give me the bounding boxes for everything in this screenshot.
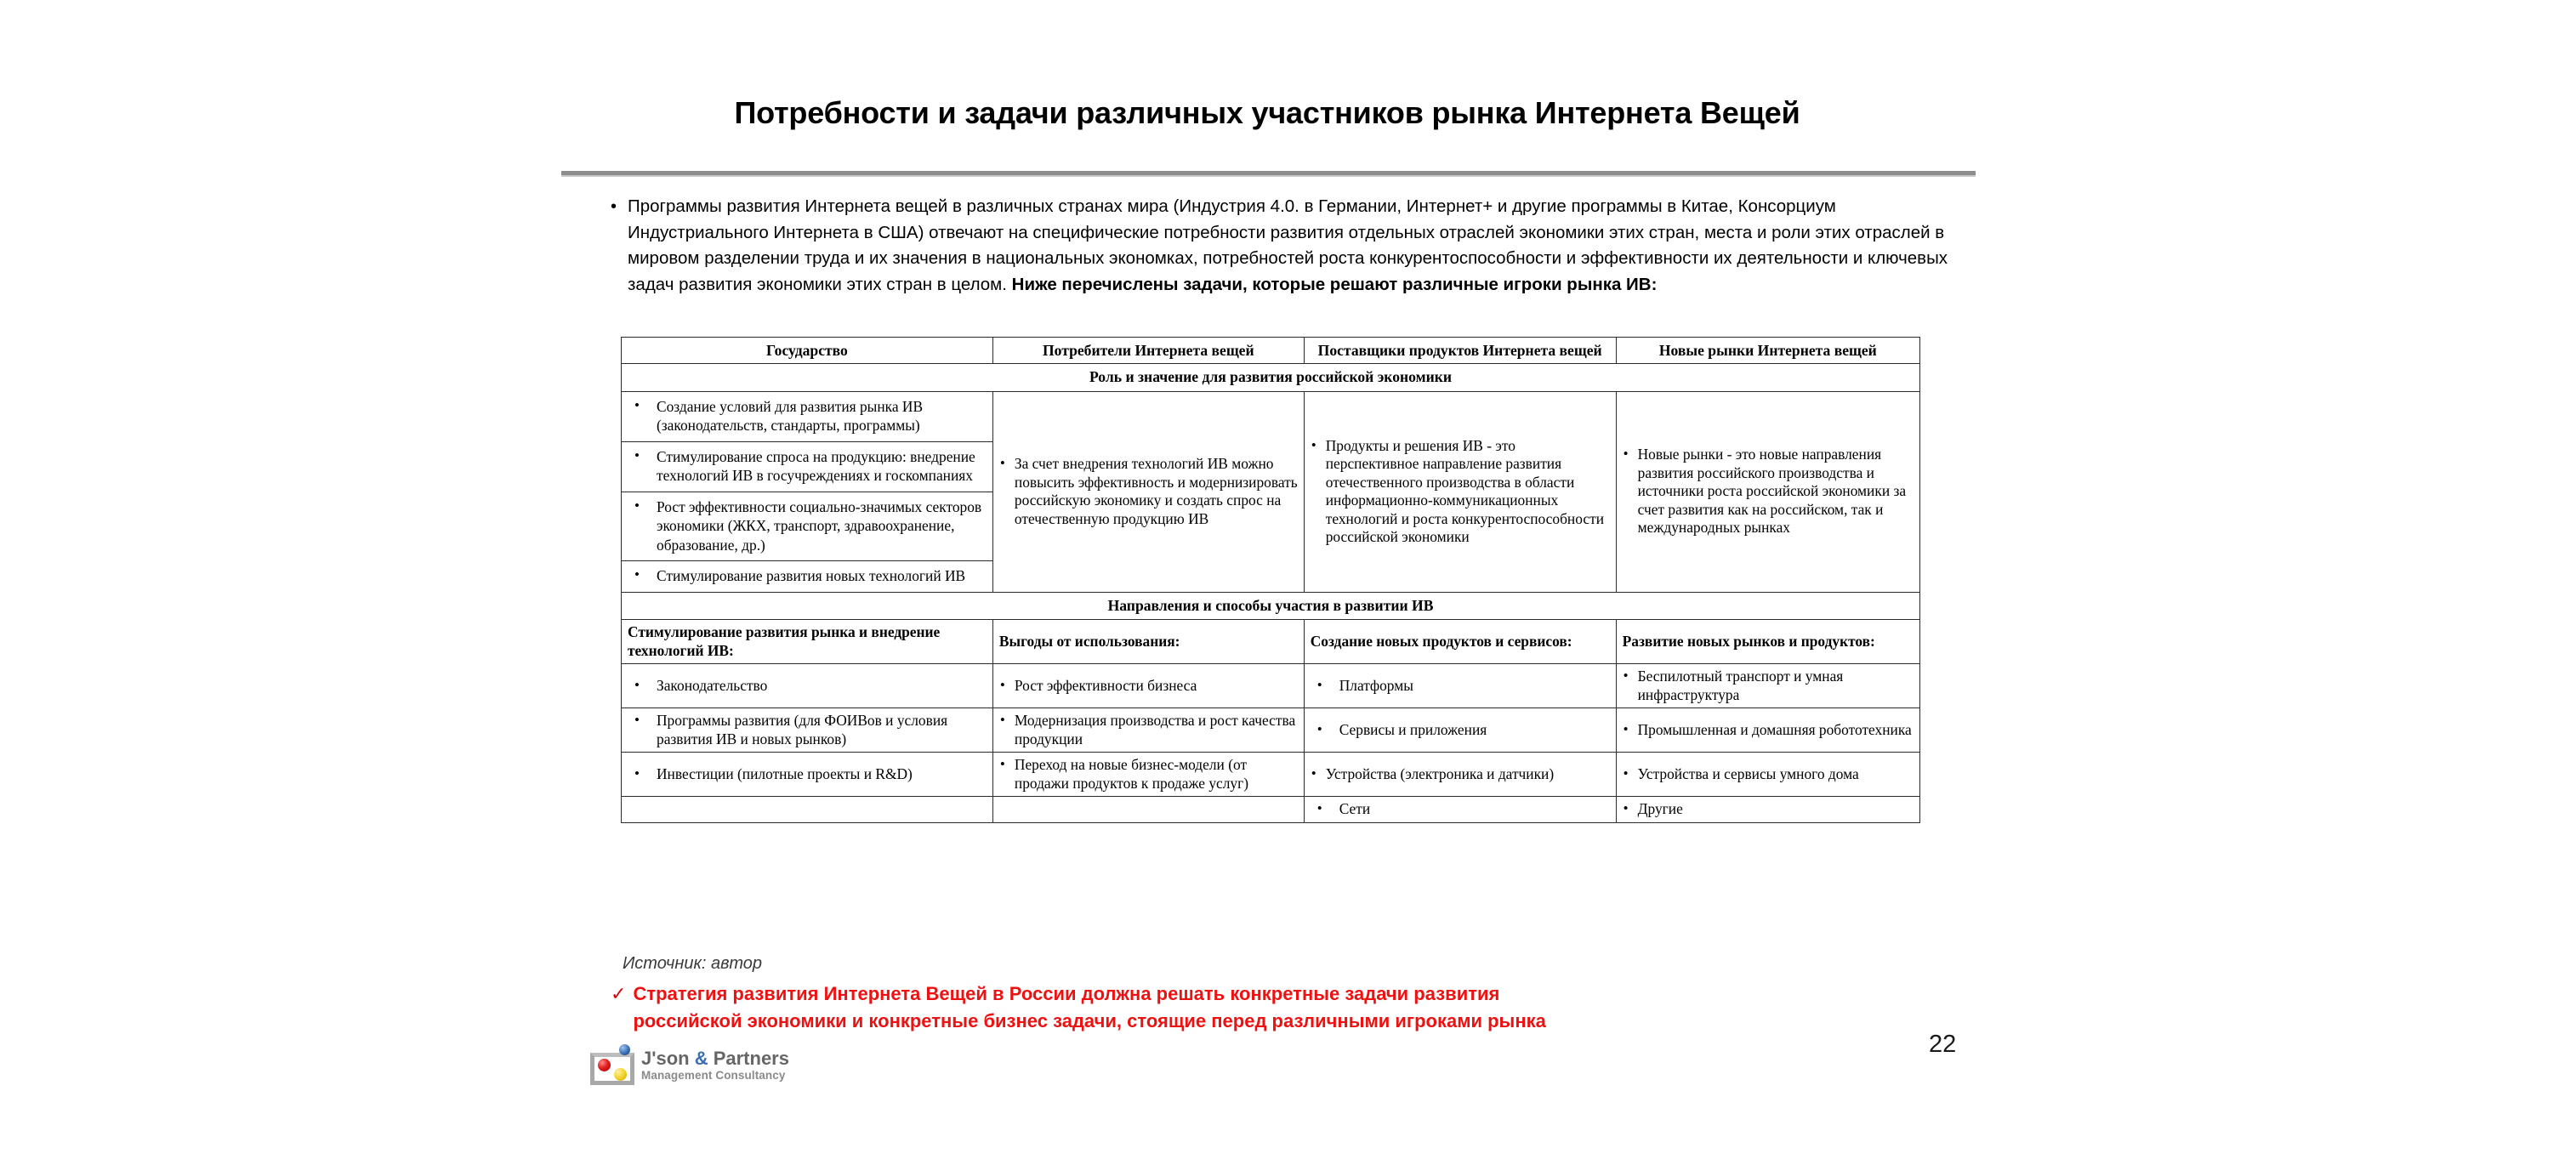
title-divider	[561, 171, 1976, 177]
intro-paragraph	[611, 194, 1959, 298]
new-products-item-text: • Сети	[1311, 800, 1610, 819]
table-row	[622, 753, 1920, 797]
column-header-consumers: Потребители Интернета вещей	[992, 338, 1304, 364]
logo-company-name	[641, 1048, 789, 1069]
table-row	[622, 708, 1920, 753]
table-header-row	[622, 338, 1920, 364]
section-role-content-row	[622, 391, 1920, 592]
subheader-new-markets: Развитие новых рынков и продуктов:	[1616, 620, 1919, 664]
logo-name-part2: Partners	[708, 1048, 789, 1069]
stimulation-cell	[622, 708, 993, 753]
table-row	[622, 561, 992, 592]
column-header-state: Государство	[622, 338, 993, 364]
stimulation-cell	[622, 664, 993, 708]
new-markets-role-cell	[1616, 391, 1919, 592]
logo-red-sphere-icon	[598, 1059, 611, 1071]
state-role-item	[622, 561, 992, 592]
intro-text	[628, 194, 1959, 298]
benefits-cell-empty	[992, 797, 1304, 823]
section-header-participation-label: Направления и способы участия в развитии ИВ	[622, 592, 1920, 620]
stimulation-cell-empty	[622, 797, 993, 823]
table-row	[622, 392, 992, 442]
logo-bracket-shape	[590, 1053, 634, 1085]
state-role-item-text: • Создание условий для развития рынка ИВ (законодательств, стандарты, программы)	[628, 397, 987, 435]
logo-yellow-sphere-icon	[614, 1068, 627, 1081]
state-role-item	[622, 392, 992, 442]
new-products-cell	[1304, 797, 1616, 823]
suppliers-role-cell	[1304, 391, 1616, 592]
suppliers-role-text: • Продукты и решения ИВ - это перспективное направление развития отечественного производства в области информационно-коммуникационных технологий и роста конкурентоспособности российской экономики	[1311, 437, 1610, 547]
benefits-item-text: • Рост эффективности бизнеса	[999, 677, 1298, 696]
intro-text-bold: Ниже перечислены задачи, которые решают различные игроки рынка ИВ:	[1011, 274, 1658, 294]
new-markets-cell	[1616, 708, 1919, 753]
table-row	[622, 441, 992, 492]
logo-mark-icon	[589, 1049, 636, 1087]
benefits-cell	[992, 708, 1304, 753]
new-markets-item-text: • Другие	[1623, 800, 1914, 819]
stimulation-item-text: • Инвестиции (пилотные проекты и R&D)	[628, 765, 987, 784]
section-participation-subheader-row	[622, 620, 1920, 664]
column-header-new-markets: Новые рынки Интернета вещей	[1616, 338, 1919, 364]
new-markets-cell	[1616, 753, 1919, 797]
consumers-role-cell	[992, 391, 1304, 592]
table-row	[622, 664, 1920, 708]
state-role-item-text: • Рост эффективности социально-значимых секторов экономики (ЖКХ, транспорт, здравоохранение, образование, др.)	[628, 497, 987, 555]
benefits-item-text: • Переход на новые бизнес-модели (от продажи продуктов к продаже услуг)	[999, 756, 1298, 793]
state-role-item	[622, 492, 992, 561]
section-header-participation	[622, 592, 1920, 620]
new-products-item-text: • Платформы	[1311, 677, 1610, 696]
stimulation-item-text: • Законодательство	[628, 677, 987, 696]
state-role-cell	[622, 391, 993, 592]
new-products-item-text: • Сервисы и приложения	[1311, 721, 1610, 740]
new-products-cell	[1304, 753, 1616, 797]
subheader-benefits: Выгоды от использования:	[992, 620, 1304, 664]
benefits-cell	[992, 664, 1304, 708]
conclusion-line-1: Стратегия развития Интернета Вещей в России должна решать конкретные задачи развития	[633, 983, 1500, 1004]
benefits-cell	[992, 753, 1304, 797]
logo-tagline: Management Consultancy	[641, 1069, 786, 1082]
conclusion-text	[633, 980, 1545, 1035]
conclusion-line-2: российской экономики и конкретные бизнес задачи, стоящие перед различными игроками рынка	[633, 1010, 1546, 1031]
section-header-role	[622, 364, 1920, 392]
table-row	[622, 492, 992, 561]
stimulation-cell	[622, 753, 993, 797]
company-logo	[589, 1048, 835, 1092]
new-products-item-text: • Устройства (электроника и датчики)	[1311, 765, 1610, 784]
new-markets-item-text: • Промышленная и домашняя робототехника	[1623, 721, 1914, 740]
new-markets-item-text: • Беспилотный транспорт и умная инфраструктура	[1623, 668, 1914, 704]
source-note: Источник: автор	[623, 954, 763, 973]
state-role-item-text: • Стимулирование развития новых технологий ИВ	[628, 566, 987, 586]
new-markets-cell	[1616, 797, 1919, 823]
logo-ampersand: &	[694, 1048, 708, 1069]
subheader-stimulation: Стимулирование развития рынка и внедрение технологий ИВ:	[622, 620, 993, 664]
benefits-item-text: • Модернизация производства и рост качества продукции	[999, 712, 1298, 748]
table-row	[622, 797, 1920, 823]
subheader-new-products: Создание новых продуктов и сервисов:	[1304, 620, 1616, 664]
new-markets-role-text: • Новые рынки - это новые направления развития российского производства и источники роста российской экономики за счет развития как на российском, так и международных рынках	[1623, 446, 1914, 537]
new-products-cell	[1304, 708, 1616, 753]
section-header-role-label: Роль и значение для развития российской экономики	[622, 364, 1920, 392]
state-role-item	[622, 441, 992, 492]
logo-blue-sphere-icon	[619, 1044, 630, 1055]
state-role-subtable	[622, 392, 992, 592]
new-markets-item-text: • Устройства и сервисы умного дома	[1623, 765, 1914, 784]
column-header-suppliers: Поставщики продуктов Интернета вещей	[1304, 338, 1616, 364]
stimulation-item-text: • Программы развития (для ФОИВов и условия развития ИВ и новых рынков)	[628, 712, 987, 748]
consumers-role-text: • За счет внедрения технологий ИВ можно повысить эффективность и модернизировать российскую экономику и создать спрос на отечественную продукцию ИВ	[999, 455, 1298, 528]
logo-wordmark	[641, 1048, 789, 1083]
page-title: Потребности и задачи различных участников рынка Интернета Вещей	[734, 95, 1800, 130]
new-markets-cell	[1616, 664, 1919, 708]
intro-text-regular: Программы развития Интернета вещей в различных странах мира (Индустрия 4.0. в Германии, Интернет+ и другие программы в Китае, Консорциум Индустриального Интернета в США) отвечают на специфические потребности развития отдельных отраслей экономики этих стран, места и роли этих отраслей в мировом разделении труда и их значения в национальных экономках, потребностей роста конкурентоспособности и эффективности их деятельности и ключевых задач развития экономики этих стран в целом.	[628, 196, 1948, 294]
logo-name-part1: J'son	[641, 1048, 695, 1069]
check-icon: ✓	[611, 983, 627, 1004]
new-products-cell	[1304, 664, 1616, 708]
state-role-item-text: • Стимулирование спроса на продукцию: внедрение технологий ИВ в госучреждениях и госкомпаниях	[628, 447, 987, 486]
page-number: 22	[1929, 1031, 1957, 1058]
bullet-icon: •	[611, 197, 617, 216]
market-participants-table	[621, 337, 1920, 823]
conclusion-callout	[611, 980, 1971, 1035]
